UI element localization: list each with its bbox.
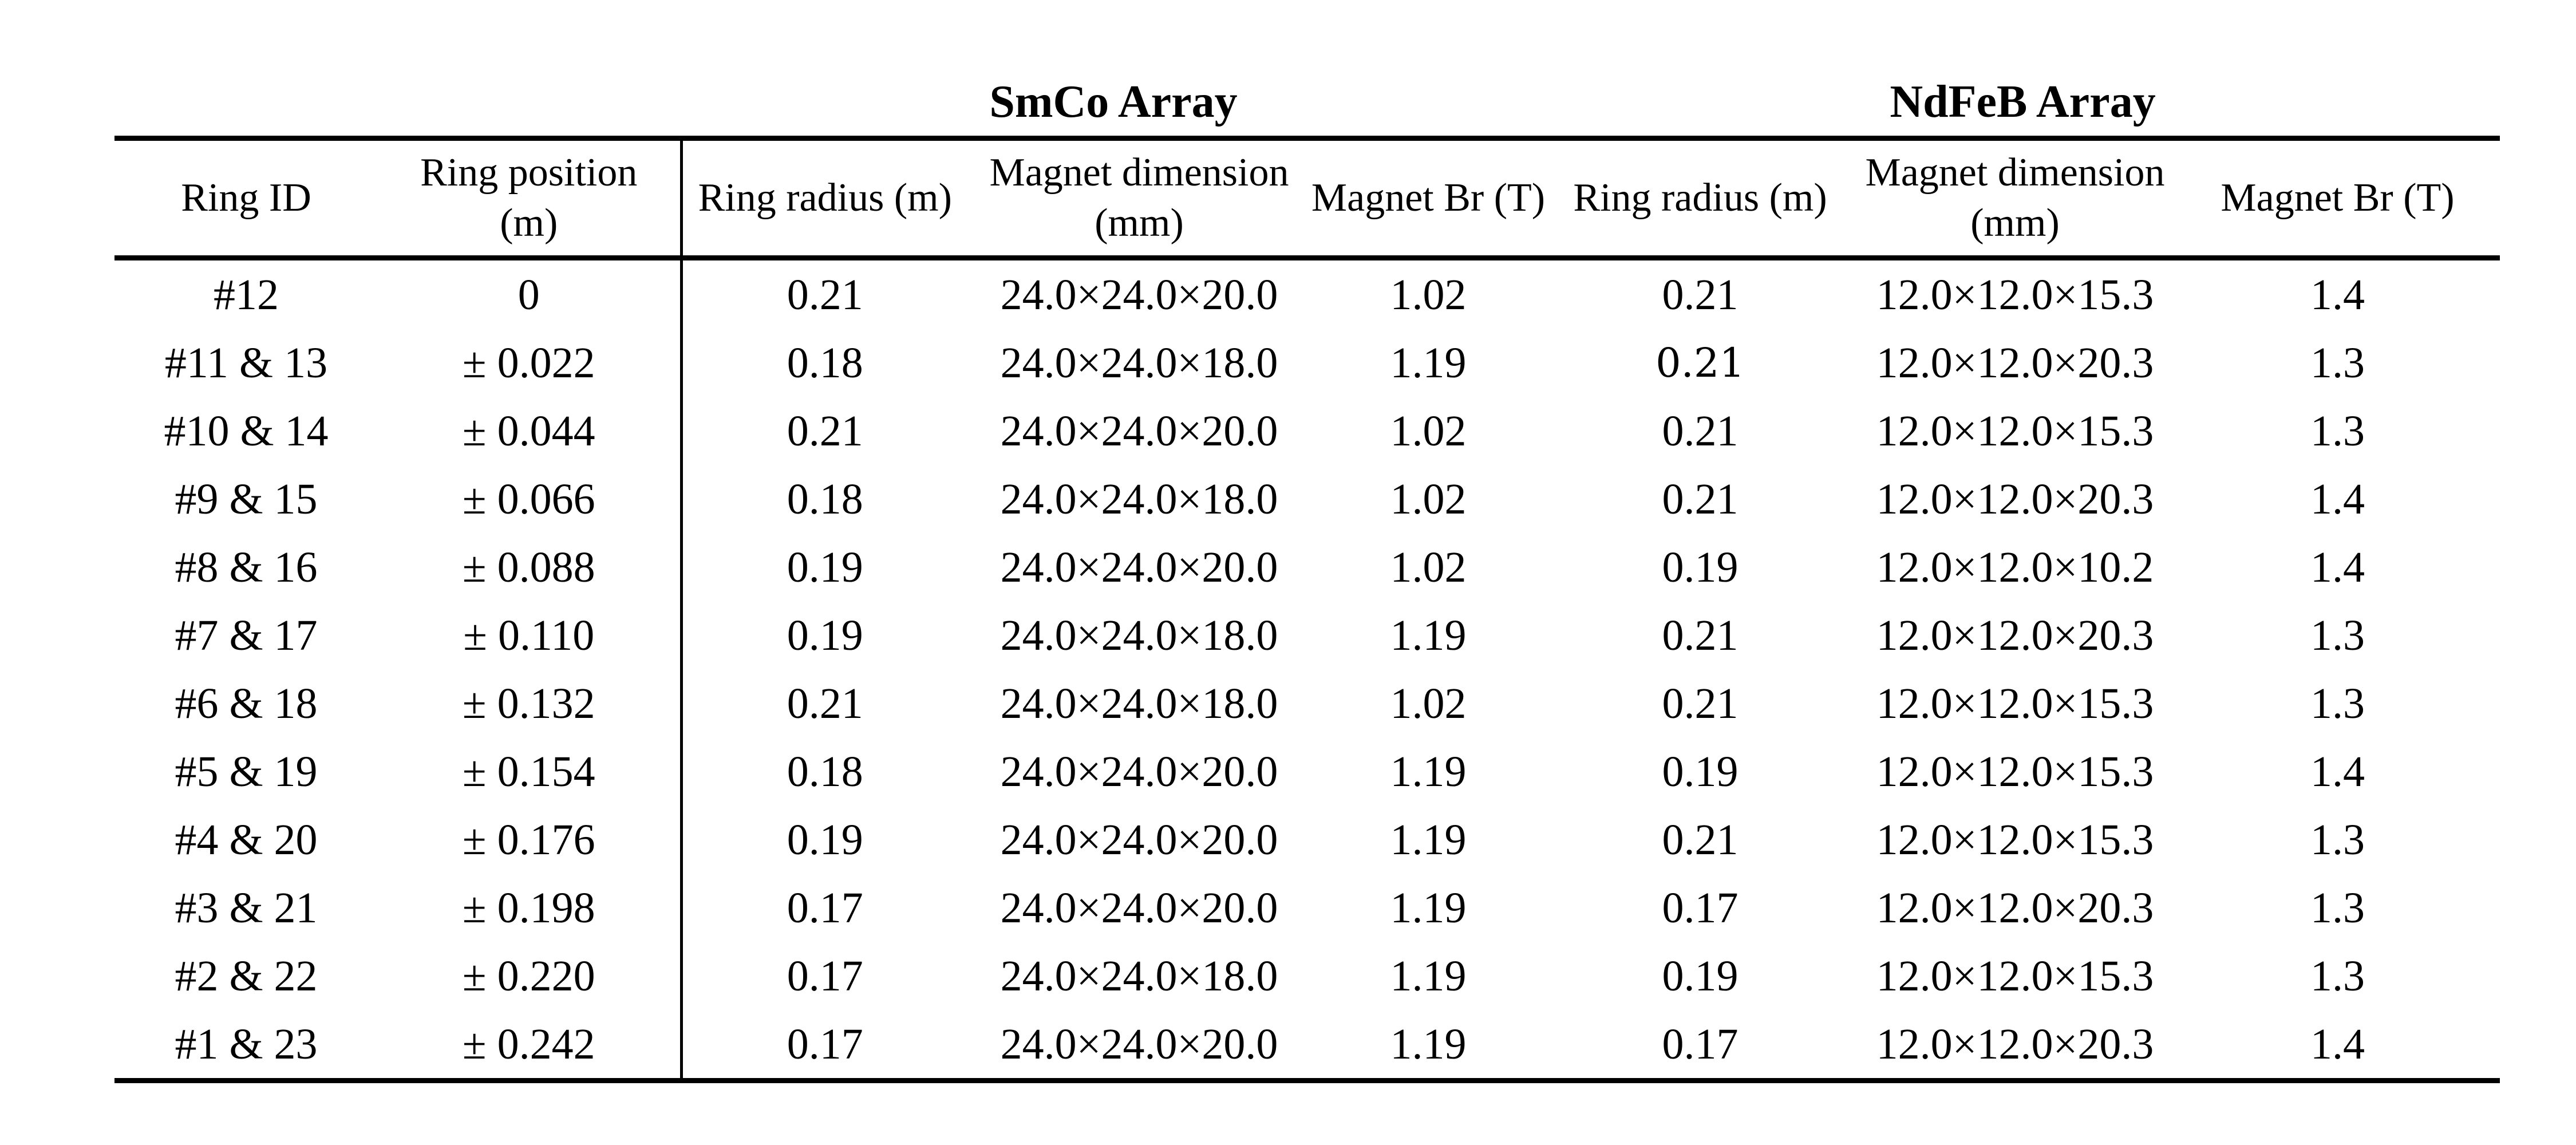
table-cell: 0.17 (1662, 883, 1739, 932)
table-cell: 1.19 (1390, 951, 1467, 1000)
table-cell: #5 & 19 (175, 747, 318, 796)
header-line: Ring position (420, 151, 638, 195)
header-line: Ring radius (m) (1573, 176, 1827, 220)
table-cell: 0.18 (681, 737, 967, 806)
table-row (114, 669, 2500, 737)
table-cell: 12.0×12.0×20.3 (1876, 611, 2154, 660)
table-cell: 12.0×12.0×20.3 (1876, 883, 2154, 932)
table-cell: 12.0×12.0×15.3 (1876, 815, 2154, 864)
header-line: Ring radius (m) (698, 176, 952, 220)
table-cell: 1.3 (2310, 951, 2365, 1000)
col-header-ring-position (378, 139, 681, 258)
table-row (114, 465, 2500, 533)
table-cell: 0.21 (1662, 475, 1739, 523)
header-line: (m) (500, 201, 558, 245)
smco-array-title: SmCo Array (989, 76, 1238, 127)
table-cell: 24.0×24.0×20.0 (1000, 747, 1278, 796)
table-cell: 0.17 (681, 874, 967, 942)
table-cell: 1.19 (1390, 611, 1467, 660)
table-row (114, 533, 2500, 601)
table-cell: 12.0×12.0×10.2 (1876, 543, 2154, 591)
table-row (114, 806, 2500, 874)
table-cell: #4 & 20 (175, 815, 318, 864)
table-cell: 0.17 (1662, 1020, 1739, 1068)
table-cell: 12.0×12.0×15.3 (1876, 747, 2154, 796)
table-cell: 0.21 (681, 397, 967, 465)
table-cell: 24.0×24.0×18.0 (1000, 951, 1278, 1000)
table-cell: 0.21 (1656, 339, 1745, 386)
table-row (114, 601, 2500, 669)
table-cell: ± 0.022 (462, 338, 595, 387)
table-cell: 1.19 (1390, 338, 1467, 387)
header-line: Magnet Br (T) (2221, 176, 2455, 220)
col-header-ndfeb-magnet-dimension (1855, 139, 2175, 258)
table-cell: #7 & 17 (175, 611, 318, 660)
header-line: Magnet Br (T) (1311, 176, 1546, 220)
table-cell: 0.21 (1662, 611, 1739, 660)
table-cell: #8 & 16 (175, 543, 318, 591)
table-cell: 0.21 (681, 669, 967, 737)
header-row (114, 139, 2500, 258)
table-cell: 1.4 (2310, 747, 2365, 796)
table-cell: 0.17 (681, 942, 967, 1010)
table-cell: #10 & 14 (164, 406, 329, 455)
table-cell: 1.3 (2310, 815, 2365, 864)
col-header-ndfeb-ring-radius (1546, 139, 1855, 258)
table-cell: 24.0×24.0×20.0 (1000, 883, 1278, 932)
table-cell: 0.21 (1662, 679, 1739, 728)
table-cell: 24.0×24.0×18.0 (1000, 338, 1278, 387)
header-line: (mm) (1970, 201, 2060, 245)
table-cell: 0.19 (681, 806, 967, 874)
table-cell: #1 & 23 (175, 1020, 318, 1068)
table-cell: 24.0×24.0×20.0 (1000, 815, 1278, 864)
table-cell: 24.0×24.0×18.0 (1000, 475, 1278, 523)
table-cell: 24.0×24.0×20.0 (1000, 270, 1278, 319)
table-cell: ± 0.154 (462, 747, 595, 796)
table-cell: 1.02 (1390, 679, 1467, 728)
table-cell: 1.4 (2310, 270, 2365, 319)
ndfeb-array-title: NdFeB Array (1890, 76, 2156, 127)
col-header-ring-id (114, 139, 378, 258)
table-cell: ± 0.220 (462, 951, 595, 1000)
table-cell: 1.19 (1390, 1020, 1467, 1068)
table-cell: 1.19 (1390, 883, 1467, 932)
group-titles-row (114, 68, 2500, 136)
table-cell: 0.21 (681, 258, 967, 329)
table-cell: 0.18 (681, 329, 967, 397)
col-header-ndfeb-magnet-br (2175, 139, 2500, 258)
table-cell: 0.19 (681, 533, 967, 601)
table-cell: ± 0.176 (462, 815, 595, 864)
table-cell: 0.21 (1662, 406, 1739, 455)
table-cell: ± 0.198 (462, 883, 595, 932)
col-header-smco-magnet-dimension (967, 139, 1311, 258)
table-cell: 1.3 (2310, 338, 2365, 387)
table-cell: 1.02 (1390, 543, 1467, 591)
table-cell: 12.0×12.0×15.3 (1876, 951, 2154, 1000)
table-cell: 1.4 (2310, 475, 2365, 523)
table-cell: 1.02 (1390, 270, 1467, 319)
table-cell: 0.19 (1662, 951, 1739, 1000)
table-cell: #2 & 22 (175, 951, 318, 1000)
table-cell: 12.0×12.0×20.3 (1876, 1020, 2154, 1068)
table-cell: #6 & 18 (175, 679, 318, 728)
table-cell: ± 0.088 (462, 543, 595, 591)
table-cell: #3 & 21 (175, 883, 318, 932)
col-header-smco-ring-radius (681, 139, 967, 258)
table-cell: 0.19 (1662, 543, 1739, 591)
table-cell: #11 & 13 (164, 338, 328, 387)
table-cell: 12.0×12.0×15.3 (1876, 270, 2154, 319)
table-cell: ± 0.044 (462, 406, 595, 455)
table-cell: ± 0.132 (462, 679, 595, 728)
magnet-ring-table (114, 136, 2500, 1083)
magnet-ring-table-figure (114, 68, 2500, 1083)
table-cell: 1.19 (1390, 815, 1467, 864)
header-line: Magnet dimension (989, 151, 1289, 195)
table-cell: 24.0×24.0×20.0 (1000, 406, 1278, 455)
table-cell: 1.4 (2310, 543, 2365, 591)
table-cell: 24.0×24.0×18.0 (1000, 611, 1278, 660)
table-cell: 0.21 (1662, 815, 1739, 864)
table-cell: 24.0×24.0×18.0 (1000, 679, 1278, 728)
table-row (114, 1010, 2500, 1081)
table-cell: ± 0.066 (462, 475, 595, 523)
table-cell: 24.0×24.0×20.0 (1000, 543, 1278, 591)
table-row (114, 874, 2500, 942)
table-cell: #9 & 15 (175, 475, 318, 523)
header-line: Ring ID (181, 176, 311, 220)
table-cell: 0.17 (681, 1010, 967, 1081)
table-row (114, 942, 2500, 1010)
table-row (114, 737, 2500, 806)
table-cell: 12.0×12.0×15.3 (1876, 679, 2154, 728)
table-cell: 1.02 (1390, 406, 1467, 455)
table-cell: 1.4 (2310, 1020, 2365, 1068)
header-line: (mm) (1095, 201, 1184, 245)
table-cell: 12.0×12.0×20.3 (1876, 338, 2154, 387)
table-cell: 12.0×12.0×15.3 (1876, 406, 2154, 455)
table-cell: 0.21 (1662, 270, 1739, 319)
table-cell: ± 0.110 (463, 611, 595, 660)
table-row (114, 258, 2500, 329)
header-line: Magnet dimension (1865, 151, 2165, 195)
table-cell: 0.19 (1662, 747, 1739, 796)
table-cell: #12 (214, 270, 279, 319)
table-cell: 1.3 (2310, 611, 2365, 660)
table-cell: ± 0.242 (462, 1020, 595, 1068)
table-row (114, 329, 2500, 397)
table-cell: 24.0×24.0×20.0 (1000, 1020, 1278, 1068)
col-header-smco-magnet-br (1311, 139, 1546, 258)
table-cell: 0 (517, 270, 540, 319)
table-cell: 0.18 (681, 465, 967, 533)
table-cell: 1.3 (2310, 883, 2365, 932)
table-cell: 1.19 (1390, 747, 1467, 796)
table-cell: 1.02 (1390, 475, 1467, 523)
table-row (114, 397, 2500, 465)
table-cell: 1.3 (2310, 679, 2365, 728)
table-cell: 1.3 (2310, 406, 2365, 455)
table-cell: 0.19 (681, 601, 967, 669)
table-cell: 12.0×12.0×20.3 (1876, 475, 2154, 523)
